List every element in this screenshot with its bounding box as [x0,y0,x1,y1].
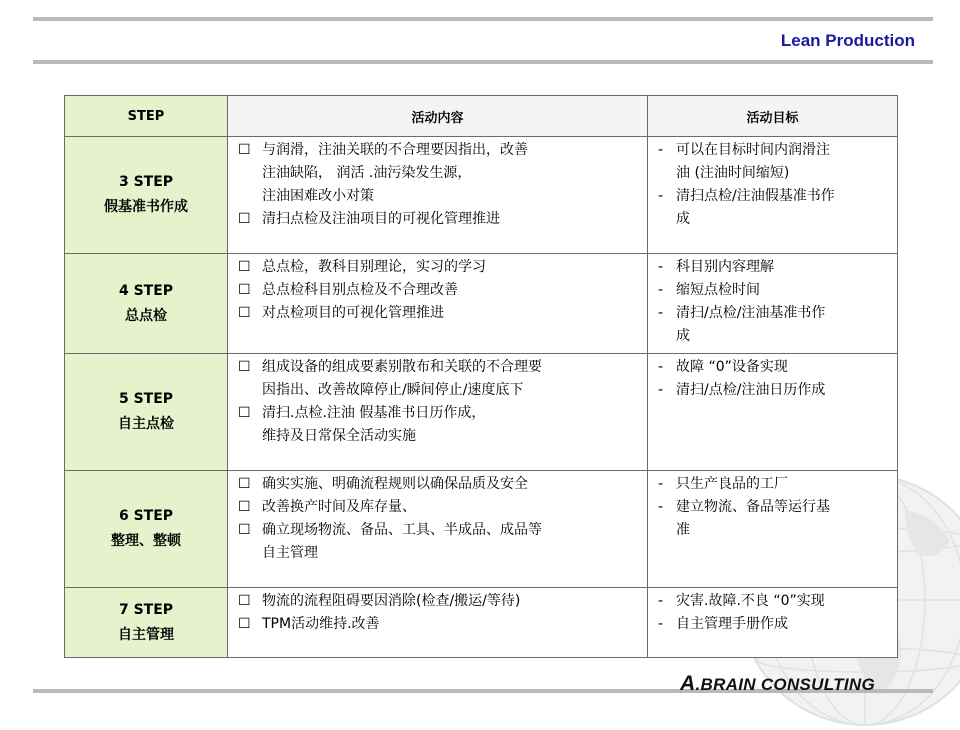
activities-cell [228,588,648,658]
checkbox-icon: ☐ [238,476,251,492]
goal-text: 清扫/点检/注油日历作成 [676,382,826,398]
column-header-activities: 活动内容 [228,96,648,137]
brand-logo [680,672,875,696]
dash-bullet-icon: - [658,142,664,158]
activity-text: 组成设备的组成要素别散布和关联的不合理要 [262,359,542,375]
goal-text: 只生产良品的工厂 [676,476,788,492]
header-title: Lean Production [780,31,915,50]
step-number: 7 STEP [118,601,174,618]
activity-text: 确立现场物流、备品、工具、半成品、成品等 [262,522,542,538]
checkbox-icon: ☐ [238,405,251,421]
checkbox-icon: ☐ [238,282,251,298]
table-row [65,588,898,658]
step-number: 3 STEP [118,174,174,190]
activity-text: 总点检，教科目别理论，实习的学习 [262,259,486,275]
table-header-row [65,96,898,137]
dash-bullet-icon: - [658,499,664,515]
header-rule-top [33,17,933,21]
goal-text: 建立物流、备品等运行基 [676,499,830,515]
step-number: 4 STEP [118,282,174,299]
checkbox-icon: ☐ [238,522,251,538]
dash-bullet-icon: - [658,305,664,321]
activities-cell [228,354,648,471]
dash-bullet-icon: - [658,359,664,375]
activity-text: 与润滑，注油关联的不合理要因指出，改善 [262,142,528,158]
table-row [65,354,898,471]
dash-bullet-icon: - [658,259,664,275]
activity-text: 清扫.点检.注油 假基准书日历作成， [262,405,486,421]
activities-cell [228,137,648,254]
goal-text: 故障 “0”设备实现 [676,359,788,375]
goal-text: 缩短点检时间 [676,282,760,298]
activity-text: 改善换产时间及库存量、 [262,499,416,515]
checkbox-icon: ☐ [238,211,251,227]
header-rule-bottom [33,60,933,64]
goal-text: 准 [676,522,690,538]
table-row [65,471,898,588]
dash-bullet-icon: - [658,593,664,609]
goals-cell [648,354,898,471]
step-number: 6 STEP [118,508,174,524]
step-name: 自主管理 [118,626,174,643]
checkbox-icon: ☐ [238,593,251,609]
dash-bullet-icon: - [658,382,664,398]
activity-text: 物流的流程阻碍要因消除(检查/搬运/等待) [262,593,521,609]
activities-cell [228,471,648,588]
goal-text: 清扫点检/注油假基准书作 [676,188,835,204]
step-cell [65,137,228,254]
dash-bullet-icon: - [658,282,664,298]
activity-text: 维持及日常保全活动实施 [262,428,416,444]
goal-text: 可以在目标时间内润滑注 [676,142,830,158]
checkbox-icon: ☐ [238,359,251,375]
activity-text: 注油缺陷， 润活 .油污染发生源， [262,165,472,181]
step-cell [65,354,228,471]
checkbox-icon: ☐ [238,499,251,515]
step-name: 总点检 [125,307,167,324]
activity-text: TPM活动维持.改善 [262,616,380,632]
checkbox-icon: ☐ [238,259,251,275]
step-name: 整理、整顿 [111,533,181,549]
goal-text: 科目别内容理解 [676,259,774,275]
brand-initial: A [680,672,696,695]
step-number: 5 STEP [118,391,174,407]
step-cell [65,471,228,588]
dash-bullet-icon: - [658,616,664,632]
step-name: 假基准书作成 [104,199,188,215]
activity-text: 清扫点检及注油项目的可视化管理推进 [262,211,500,227]
goal-text: 灾害.故障.不良 “0”实现 [676,593,825,609]
goals-cell [648,471,898,588]
step-cell [65,588,228,658]
table-row [65,254,898,354]
goal-text: 清扫/点检/注油基准书作 [676,305,826,321]
goal-text: 成 [676,211,690,227]
activities-cell [228,254,648,354]
dash-bullet-icon: - [658,188,664,204]
goals-cell [648,588,898,658]
checkbox-icon: ☐ [238,142,251,158]
goals-cell [648,254,898,354]
column-header-step: STEP [65,96,228,137]
dash-bullet-icon: - [658,476,664,492]
goal-text: 油 (注油时间缩短) [676,165,790,181]
activity-text: 总点检科目别点检及不合理改善 [262,282,458,298]
step-cell [65,254,228,354]
checkbox-icon: ☐ [238,305,251,321]
activity-text: 确实实施、明确流程规则以确保品质及安全 [262,476,528,492]
goals-cell [648,137,898,254]
activity-text: 注油困难改小对策 [262,188,374,204]
step-name: 自主点检 [118,416,174,432]
checkbox-icon: ☐ [238,616,251,632]
table-row [65,137,898,254]
goal-text: 自主管理手册作成 [676,616,788,632]
step-activity-table [64,95,898,658]
activity-text: 自主管理 [262,545,318,561]
activity-text: 对点检项目的可视化管理推进 [262,305,444,321]
column-header-goals: 活动目标 [648,96,898,137]
goal-text: 成 [676,328,690,344]
activity-text: 因指出、改善故障停止/瞬间停止/速度底下 [262,382,524,398]
brand-name: .BRAIN CONSULTING [695,675,875,694]
